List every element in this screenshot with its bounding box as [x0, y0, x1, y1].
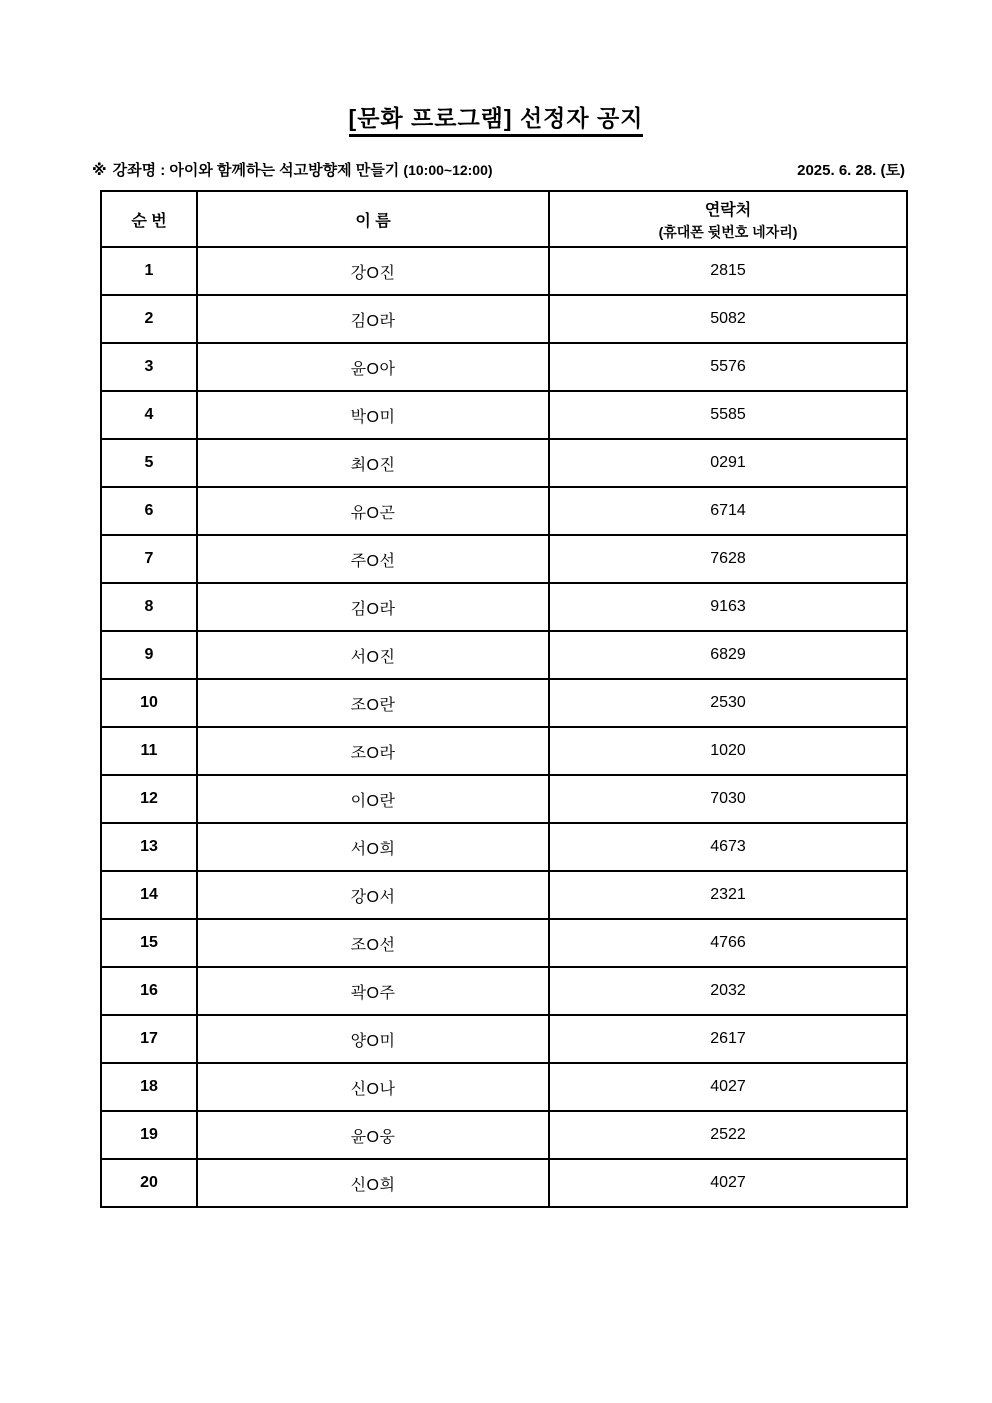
table-row [101, 391, 907, 439]
table-row [101, 871, 907, 919]
row-contact-cell: 4027 [549, 1063, 907, 1111]
row-contact-cell: 2530 [549, 679, 907, 727]
row-name-cell: 조O라 [197, 727, 549, 775]
row-contact-cell: 2522 [549, 1111, 907, 1159]
table-row [101, 535, 907, 583]
row-name-cell: 유O곤 [197, 487, 549, 535]
row-number-cell: 19 [101, 1111, 197, 1159]
row-contact-cell: 1020 [549, 727, 907, 775]
table-row [101, 631, 907, 679]
row-name-cell: 이O란 [197, 775, 549, 823]
row-contact-cell: 6829 [549, 631, 907, 679]
table-row [101, 1111, 907, 1159]
participant-table-header [101, 191, 907, 247]
row-number-cell: 2 [101, 295, 197, 343]
table-row [101, 439, 907, 487]
row-name-cell: 신O나 [197, 1063, 549, 1111]
reference-mark: ※ [92, 162, 107, 180]
header-number: 순 번 [101, 191, 197, 247]
course-date: 2025. 6. 28. (토) [797, 162, 905, 180]
course-name-label: 강좌명 : 아이와 함께하는 석고방향제 만들기 [112, 162, 400, 180]
header-contact-line2: (휴대폰 뒷번호 네자리) [658, 223, 798, 240]
row-name-cell: 주O선 [197, 535, 549, 583]
course-name-line [92, 159, 493, 180]
table-row [101, 679, 907, 727]
row-number-cell: 11 [101, 727, 197, 775]
row-name-cell: 서O진 [197, 631, 549, 679]
header-row [101, 191, 907, 247]
row-number-cell: 16 [101, 967, 197, 1015]
row-name-cell: 서O희 [197, 823, 549, 871]
row-name-cell: 최O진 [197, 439, 549, 487]
row-number-cell: 12 [101, 775, 197, 823]
row-name-cell: 윤O아 [197, 343, 549, 391]
table-row [101, 295, 907, 343]
row-name-cell: 조O선 [197, 919, 549, 967]
table-row [101, 775, 907, 823]
row-number-cell: 6 [101, 487, 197, 535]
course-info-row [92, 159, 905, 180]
row-name-cell: 강O진 [197, 247, 549, 295]
row-contact-cell: 4766 [549, 919, 907, 967]
table-row [101, 1063, 907, 1111]
row-contact-cell: 2032 [549, 967, 907, 1015]
row-contact-cell: 2617 [549, 1015, 907, 1063]
row-contact-cell: 5585 [549, 391, 907, 439]
row-number-cell: 20 [101, 1159, 197, 1207]
participant-table [100, 190, 908, 1208]
row-name-cell: 윤O웅 [197, 1111, 549, 1159]
table-row [101, 583, 907, 631]
row-number-cell: 14 [101, 871, 197, 919]
row-number-cell: 17 [101, 1015, 197, 1063]
row-name-cell: 조O란 [197, 679, 549, 727]
row-name-cell: 박O미 [197, 391, 549, 439]
course-time-label: (10:00~12:00) [403, 162, 493, 179]
table-row [101, 727, 907, 775]
table-row [101, 1015, 907, 1063]
row-number-cell: 18 [101, 1063, 197, 1111]
row-contact-cell: 6714 [549, 487, 907, 535]
table-row [101, 919, 907, 967]
table-row [101, 487, 907, 535]
row-number-cell: 5 [101, 439, 197, 487]
row-name-cell: 김O라 [197, 583, 549, 631]
row-contact-cell: 4673 [549, 823, 907, 871]
row-number-cell: 3 [101, 343, 197, 391]
table-row [101, 967, 907, 1015]
table-row [101, 1159, 907, 1207]
table-row [101, 247, 907, 295]
row-contact-cell: 7628 [549, 535, 907, 583]
page-title: [문화 프로그램] 선정자 공지 [349, 106, 644, 137]
row-name-cell: 양O미 [197, 1015, 549, 1063]
row-contact-cell: 5576 [549, 343, 907, 391]
table-row [101, 823, 907, 871]
row-contact-cell: 5082 [549, 295, 907, 343]
row-number-cell: 13 [101, 823, 197, 871]
header-contact [549, 191, 907, 247]
table-row [101, 343, 907, 391]
row-number-cell: 9 [101, 631, 197, 679]
row-name-cell: 강O서 [197, 871, 549, 919]
participant-table-body [101, 247, 907, 1207]
row-contact-cell: 2815 [549, 247, 907, 295]
row-contact-cell: 4027 [549, 1159, 907, 1207]
row-number-cell: 15 [101, 919, 197, 967]
header-contact-line1: 연락처 [704, 201, 752, 219]
row-contact-cell: 9163 [549, 583, 907, 631]
row-name-cell: 김O라 [197, 295, 549, 343]
title-area [0, 0, 992, 137]
row-number-cell: 8 [101, 583, 197, 631]
row-name-cell: 신O희 [197, 1159, 549, 1207]
row-name-cell: 곽O주 [197, 967, 549, 1015]
row-contact-cell: 7030 [549, 775, 907, 823]
row-contact-cell: 0291 [549, 439, 907, 487]
row-contact-cell: 2321 [549, 871, 907, 919]
row-number-cell: 1 [101, 247, 197, 295]
row-number-cell: 7 [101, 535, 197, 583]
header-name: 이 름 [197, 191, 549, 247]
row-number-cell: 4 [101, 391, 197, 439]
row-number-cell: 10 [101, 679, 197, 727]
